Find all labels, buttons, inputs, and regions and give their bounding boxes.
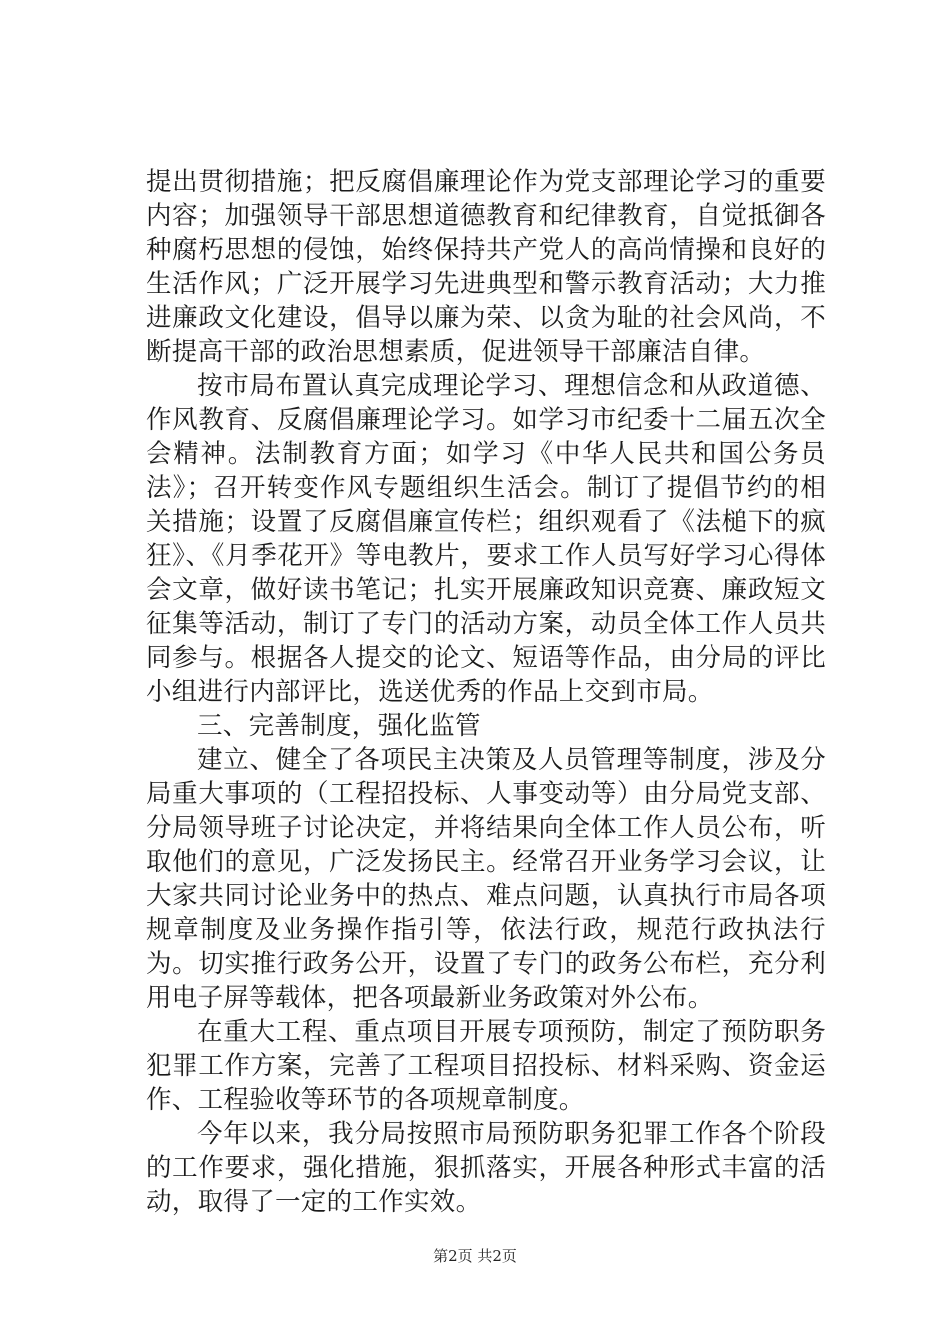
paragraph-3: 建立、健全了各项民主决策及人员管理等制度，涉及分局重大事项的（工程招投标、人事变动等）由分局党支部、分局领导班子讨论决定，并将结果向全体工作人员公布，听取他们的意见，广泛发扬民主。经常召开业务学习会议，让大家共同讨论业务中的热点、难点问题，认真执行市局各项规章制度及业务操作指引等，依法行政，规范行政执法行为。切实推行政务公开，设置了专门的政务公布栏，充分利用电子屏等载体，把各项最新业务政策对外公布。	[146, 745, 826, 1013]
paragraph-5: 今年以来，我分局按照市局预防职务犯罪工作各个阶段的工作要求，强化措施，狠抓落实，开展各种形式丰富的活动，取得了一定的工作实效。	[146, 1119, 826, 1217]
paragraph-4: 在重大工程、重点项目开展专项预防，制定了预防职务犯罪工作方案，完善了工程项目招投标、材料采购、资金运作、工程验收等环节的各项规章制度。	[146, 1017, 826, 1115]
page-number-footer: 第2页 共2页	[433, 1247, 517, 1265]
section-heading: 三、完善制度，强化监管	[197, 711, 481, 741]
paragraph-1: 提出贯彻措施；把反腐倡廉理论作为党支部理论学习的重要内容；加强领导干部思想道德教育和纪律教育，自觉抵御各种腐朽思想的侵蚀，始终保持共产党人的高尚情操和良好的生活作风；广泛开展学习先进典型和警示教育活动；大力推进廉政文化建设，倡导以廉为荣、以贪为耻的社会风尚，不断提高干部的政治思想素质，促进领导干部廉洁自律。	[146, 167, 826, 367]
paragraph-2: 按市局布置认真完成理论学习、理想信念和从政道德、作风教育、反腐倡廉理论学习。如学习市纪委十二届五次全会精神。法制教育方面；如学习《中华人民共和国公务员法》；召开转变作风专题组织生活会。制订了提倡节约的相关措施；设置了反腐倡廉宣传栏；组织观看了《法槌下的疯狂》、《月季花开》等电教片，要求工作人员写好学习心得体会文章，做好读书笔记；扎实开展廉政知识竞赛、廉政短文征集等活动，制订了专门的活动方案，动员全体工作人员共同参与。根据各人提交的论文、短语等作品，由分局的评比小组进行内部评比，选送优秀的作品上交到市局。	[146, 371, 826, 707]
document-body	[146, 165, 826, 1219]
